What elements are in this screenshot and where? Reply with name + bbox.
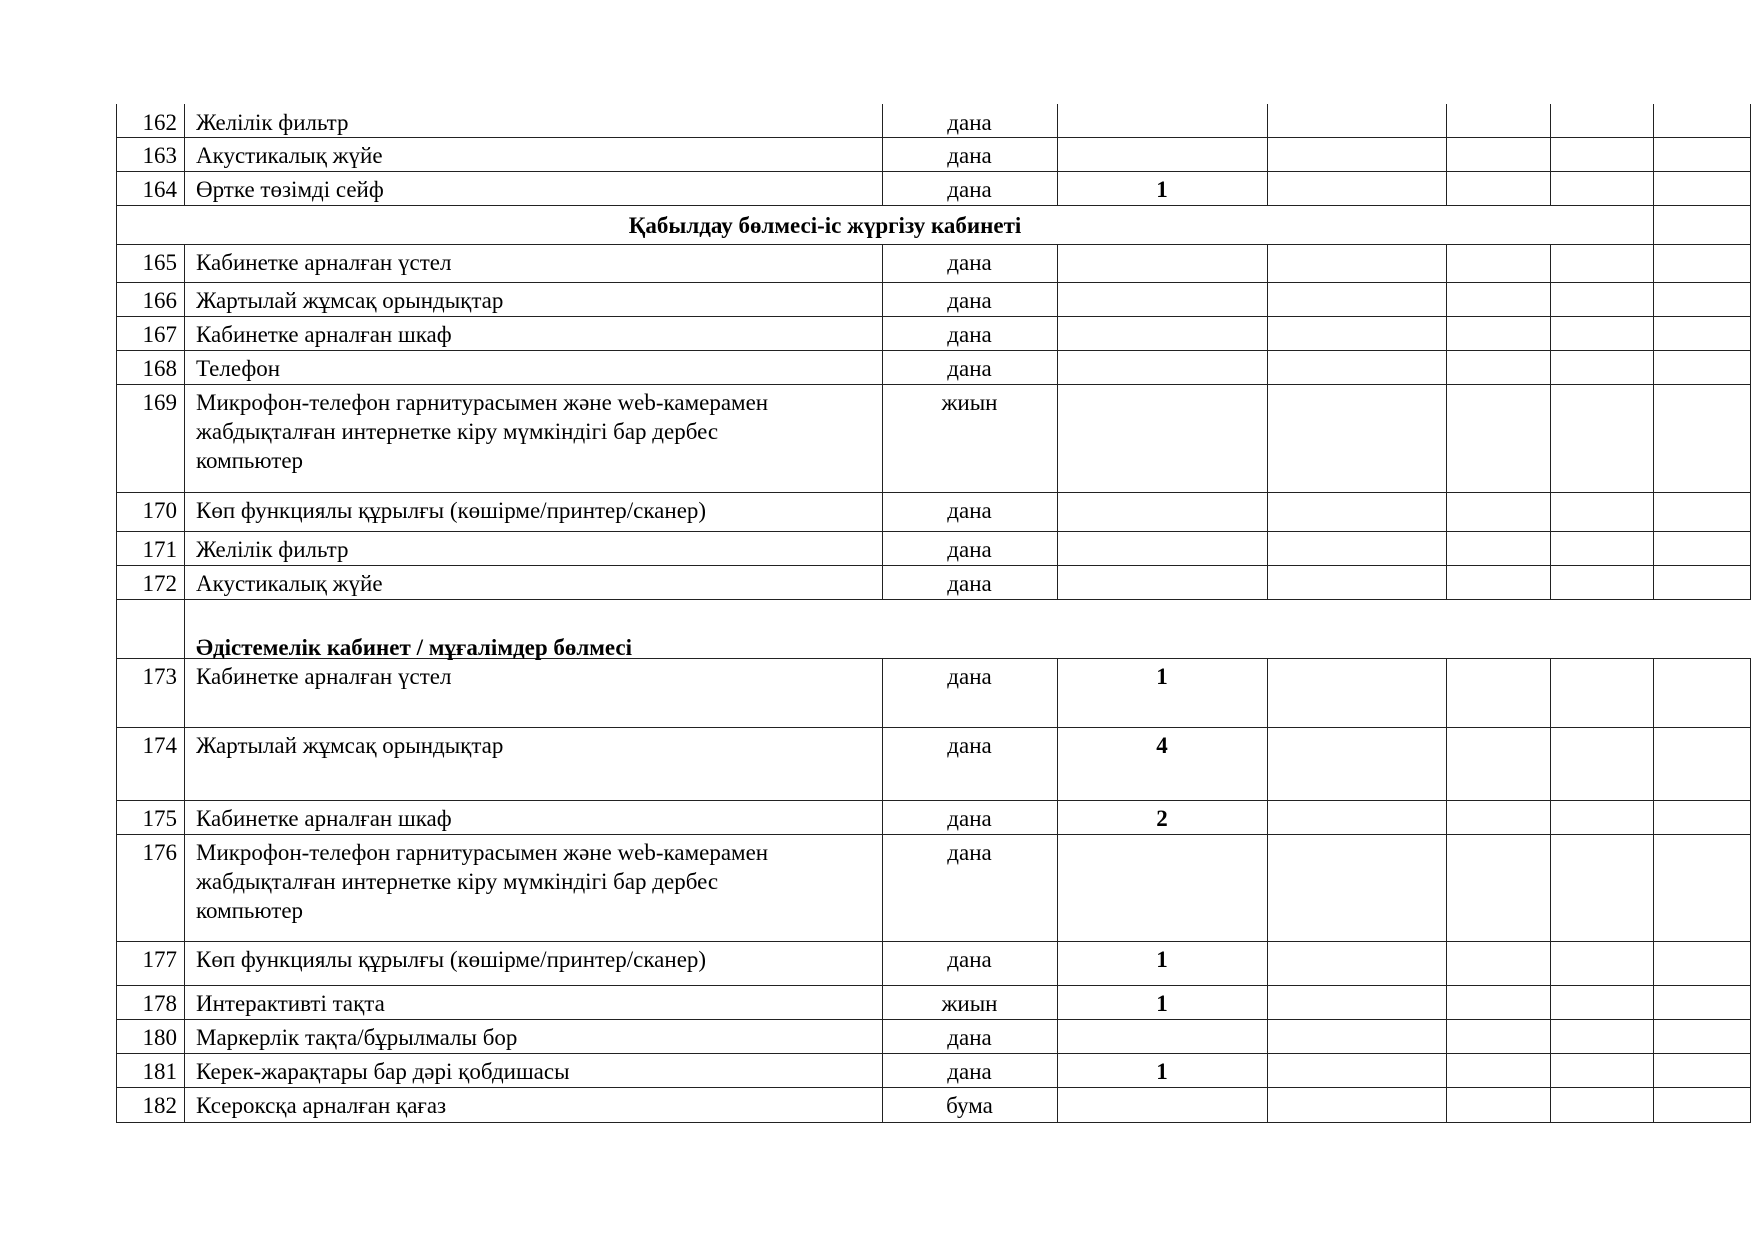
item-unit: дана xyxy=(947,806,992,831)
row-number: 181 xyxy=(142,1059,177,1084)
column-border xyxy=(184,599,185,658)
row-border xyxy=(116,171,1751,172)
row-number: 168 xyxy=(142,356,177,381)
item-unit: дана xyxy=(947,664,992,689)
item-unit: дана xyxy=(947,1025,992,1050)
column-border xyxy=(184,104,185,205)
column-border xyxy=(1550,244,1551,599)
column-border xyxy=(882,658,883,1122)
row-border xyxy=(116,834,1751,835)
section-heading-reception: Қабылдау бөлмесі-іс жүргізу кабинеті xyxy=(628,213,1022,238)
item-unit: дана xyxy=(947,840,992,865)
item-unit: жиын xyxy=(941,991,998,1016)
item-unit: дана xyxy=(947,143,992,168)
item-name: Желілік фильтр xyxy=(196,537,349,562)
item-unit: дана xyxy=(947,250,992,275)
item-unit: дана xyxy=(947,537,992,562)
row-border xyxy=(1267,658,1751,659)
item-unit: дана xyxy=(947,110,992,135)
column-border xyxy=(1550,658,1551,1122)
item-name: Маркерлік тақта/бұрылмалы бор xyxy=(196,1025,518,1050)
item-name: жабдықталған интернетке кіру мүмкіндігі бар дербес xyxy=(196,869,719,894)
column-border xyxy=(1267,658,1268,1122)
item-name: Ксероксқа арналған қағаз xyxy=(196,1093,447,1118)
row-border xyxy=(116,1122,1751,1123)
row-border xyxy=(116,282,1751,283)
column-border xyxy=(184,244,185,599)
row-number: 165 xyxy=(142,250,177,275)
column-border xyxy=(1750,205,1751,244)
column-border xyxy=(1446,658,1447,1122)
row-number: 163 xyxy=(142,143,177,168)
item-name: Керек-жарақтары бар дәрі қобдишасы xyxy=(196,1059,570,1084)
column-border xyxy=(1653,205,1654,244)
row-border xyxy=(116,599,1751,600)
row-border xyxy=(116,350,1751,351)
item-unit: дана xyxy=(947,733,992,758)
item-name: Акустикалық жүйе xyxy=(196,571,383,596)
item-quantity: 1 xyxy=(1156,947,1168,972)
row-number: 177 xyxy=(142,947,177,972)
row-number: 176 xyxy=(142,840,177,865)
column-border xyxy=(184,658,185,1122)
item-name: жабдықталған интернетке кіру мүмкіндігі бар дербес xyxy=(196,419,719,444)
item-name: Жартылай жұмсақ орындықтар xyxy=(196,733,504,758)
row-number: 182 xyxy=(142,1093,177,1118)
item-name: Кабинетке арналған үстел xyxy=(196,250,452,275)
row-number: 164 xyxy=(142,177,177,202)
row-border xyxy=(116,531,1751,532)
item-name: Көп функциялы құрылғы (көшірме/принтер/сканер) xyxy=(196,947,707,972)
row-border xyxy=(116,137,1751,138)
item-name: Микрофон-телефон гарнитурасымен және web-камерамен xyxy=(196,840,769,865)
column-border xyxy=(1057,244,1058,599)
row-number: 180 xyxy=(142,1025,177,1050)
row-number: 166 xyxy=(142,288,177,313)
item-quantity: 1 xyxy=(1156,177,1168,202)
column-border xyxy=(116,104,117,205)
item-name: Акустикалық жүйе xyxy=(196,143,383,168)
row-number: 162 xyxy=(142,110,177,135)
row-number: 167 xyxy=(142,322,177,347)
item-unit: бума xyxy=(946,1093,993,1118)
item-unit: дана xyxy=(947,322,992,347)
row-border xyxy=(116,384,1751,385)
item-name: Көп функциялы құрылғы (көшірме/принтер/сканер) xyxy=(196,498,707,523)
row-border xyxy=(116,727,1751,728)
row-border xyxy=(116,1087,1751,1088)
item-name: компьютер xyxy=(196,898,304,923)
item-name: Интерактивті тақта xyxy=(196,991,385,1016)
item-unit: жиын xyxy=(941,390,998,415)
column-border xyxy=(1550,104,1551,205)
column-border xyxy=(1750,658,1751,1122)
row-border xyxy=(116,244,1751,245)
row-border xyxy=(116,941,1751,942)
column-border xyxy=(1057,658,1058,1122)
item-quantity: 1 xyxy=(1156,664,1168,689)
row-number: 174 xyxy=(142,733,177,758)
item-name: Микрофон-телефон гарнитурасымен және web-камерамен xyxy=(196,390,769,415)
row-border xyxy=(116,1019,1751,1020)
item-unit: дана xyxy=(947,498,992,523)
item-unit: дана xyxy=(947,356,992,381)
row-border xyxy=(116,316,1751,317)
column-border xyxy=(1653,104,1654,205)
item-unit: дана xyxy=(947,947,992,972)
column-border xyxy=(1446,104,1447,205)
column-border xyxy=(116,599,117,658)
item-unit: дана xyxy=(947,177,992,202)
column-border xyxy=(1653,658,1654,1122)
section-heading-methodical: Әдістемелік кабинет / мұғалімдер бөлмесі xyxy=(196,635,633,660)
column-border xyxy=(116,244,117,599)
item-name: Желілік фильтр xyxy=(196,110,349,135)
column-border xyxy=(1750,104,1751,205)
row-border xyxy=(116,565,1751,566)
row-border xyxy=(116,1053,1751,1054)
column-border xyxy=(1446,244,1447,599)
item-name: компьютер xyxy=(196,448,304,473)
item-unit: дана xyxy=(947,1059,992,1084)
item-name: Жартылай жұмсақ орындықтар xyxy=(196,288,504,313)
row-number: 172 xyxy=(142,571,177,596)
item-name: Өртке төзімді сейф xyxy=(196,177,384,202)
item-name: Кабинетке арналған шкаф xyxy=(196,322,452,347)
row-border xyxy=(116,205,1751,206)
row-number: 171 xyxy=(142,537,177,562)
item-quantity: 1 xyxy=(1156,991,1168,1016)
item-name: Телефон xyxy=(196,356,281,381)
row-border xyxy=(116,985,1751,986)
item-name: Кабинетке арналған үстел xyxy=(196,664,452,689)
column-border xyxy=(1267,104,1268,205)
row-number: 175 xyxy=(142,806,177,831)
row-number: 173 xyxy=(142,664,177,689)
item-quantity: 1 xyxy=(1156,1059,1168,1084)
row-number: 178 xyxy=(142,991,177,1016)
item-quantity: 2 xyxy=(1156,806,1168,831)
column-border xyxy=(116,658,117,1122)
item-name: Кабинетке арналған шкаф xyxy=(196,806,452,831)
row-border xyxy=(116,492,1751,493)
column-border xyxy=(1267,244,1268,599)
row-border xyxy=(116,800,1751,801)
column-border xyxy=(1653,244,1654,599)
row-number: 170 xyxy=(142,498,177,523)
item-quantity: 4 xyxy=(1156,733,1168,758)
item-unit: дана xyxy=(947,571,992,596)
column-border xyxy=(1750,244,1751,599)
item-unit: дана xyxy=(947,288,992,313)
row-number: 169 xyxy=(142,390,177,415)
